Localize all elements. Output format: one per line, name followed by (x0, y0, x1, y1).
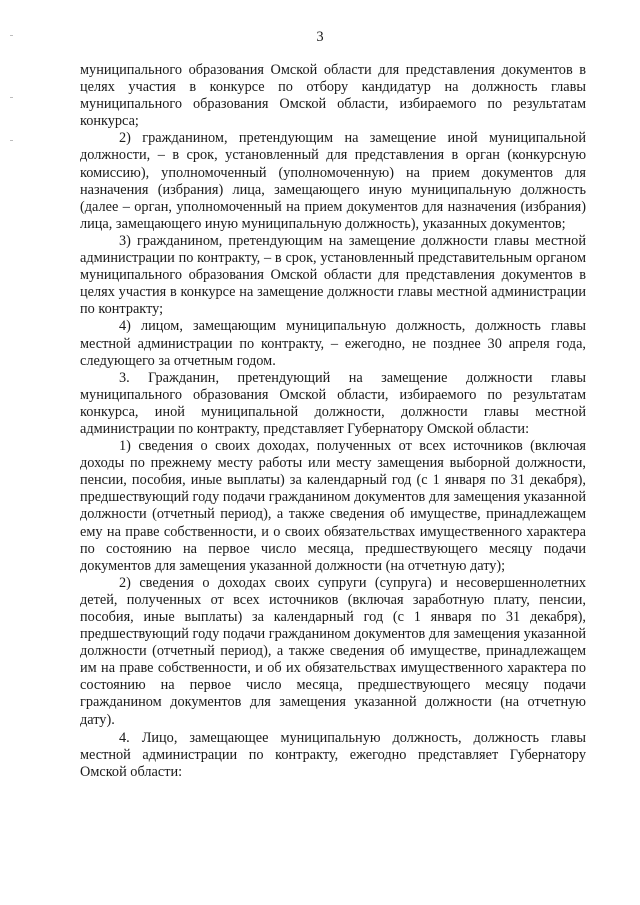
section-4-paragraph: 4. Лицо, замещающее муниципальную должность, должность главы местной администрации по контракту, ежегодно представляет Губернатору Омской области: (80, 729, 586, 780)
paragraph-item-3: 3) гражданином, претендующим на замещение должности главы местной администрации по контракту, – в срок, установленный представительным органом муниципального образования Омской области для представления документов в целях участия в конкурсе на замещение должности главы местной администрации по контракту; (80, 232, 586, 318)
paragraph-item-4: 4) лицом, замещающим муниципальную должность, должность главы местной администрации по контракту, – ежегодно, не позднее 30 апреля года, следующего за отчетным годом. (80, 318, 586, 369)
page-number: 3 (316, 29, 324, 45)
section-3-item-2: 2) сведения о доходах своих супруги (супруга) и несовершеннолетних детей, полученных от всех источников (включая заработную плату, пенсии, пособия, иные выплаты) за календарный год (с 1 января по 31 декабря), предшествующий году подачи гражданином документов для замещения указанной должности (отчетный период), а также сведения об имуществе, принадлежащем им на праве собственности, и об их обязательствах имущественного характера по состоянию на первое число месяца, предшествующего месяцу подачи гражданином документов для замещения указанной должности (на отчетную дату). (80, 574, 586, 728)
scan-artifact (10, 97, 13, 98)
document-body (80, 62, 586, 781)
paragraph-item-2: 2) гражданином, претендующим на замещение иной муниципальной должности, – в срок, установленный для представления в орган (конкурсную комиссию), уполномоченный (уполномоченную) на прием документов для назначения (избрания) лица, замещающего иную муниципальную должность (далее – орган, уполномоченный на прием документов для назначения (избрания) лица, замещающего иную муниципальную должность), указанных документов; (80, 130, 586, 232)
section-3-item-1: 1) сведения о своих доходах, полученных от всех источников (включая доходы по прежнему месту работы или месту замещения выборной должности, пенсии, пособия, иные выплаты) за календарный год (с 1 января по 31 декабря), предшествующий году подачи гражданином документов для замещения указанной должности (отчетный период), а также сведения об имуществе, принадлежащем ему на праве собственности, и о своих обязательствах имущественного характера по состоянию на первое число месяца, предшествующего месяцу подачи документов для замещения указанной должности (на отчетную дату); (80, 438, 586, 574)
scan-artifact (10, 140, 13, 141)
section-3-paragraph: 3. Гражданин, претендующий на замещение должности главы муниципального образования Омской области, избираемого по результатам конкурса, иной муниципальной должности, должности главы местной администрации по контракту, представляет Губернатору Омской области: (80, 369, 586, 437)
paragraph-continuation: муниципального образования Омской области для представления документов в целях участия в конкурсе по отбору кандидатур на должность главы муниципального образования Омской области, избираемого по результатам конкурса; (80, 62, 586, 130)
